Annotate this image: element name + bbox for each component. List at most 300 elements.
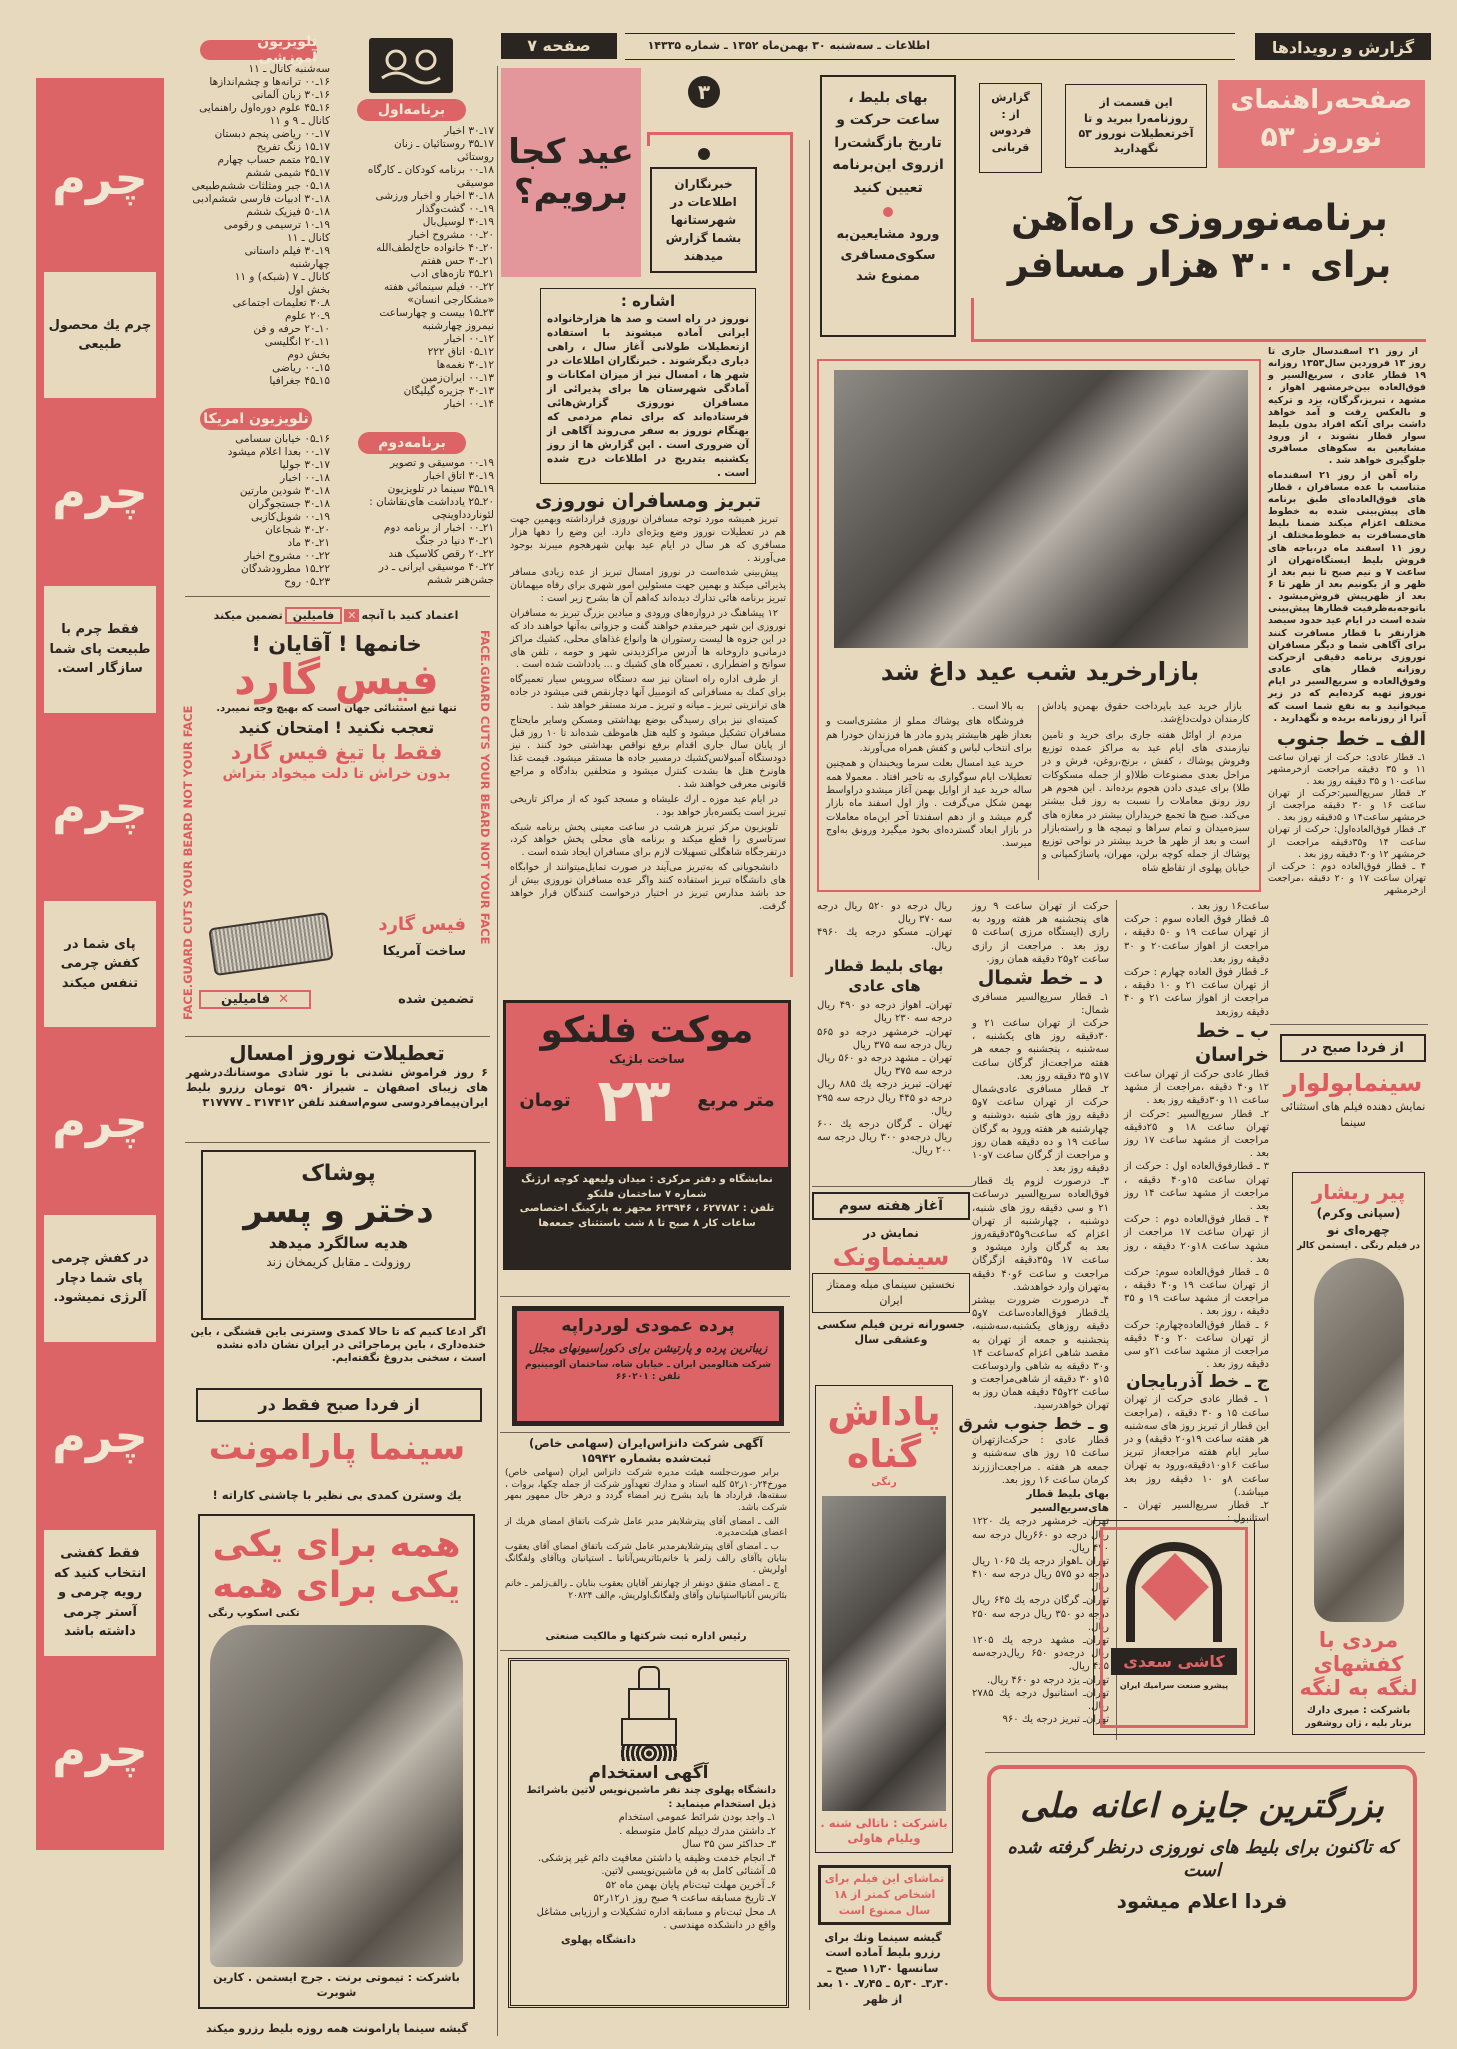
tv-listing: ۱۶ـ۳۰ زبان آلمانی	[251, 89, 330, 101]
tv-listing: ۲۲ـ۱۵ مطرودشدگان	[241, 563, 330, 575]
north-line-items	[972, 991, 1109, 1413]
poster-figure	[1314, 1258, 1404, 1622]
article-paragraph: تلویزیون مرکز تبریز هرشب در ساعت معینی پخش برنامه شبکه سرتاسری را قطع میکند و برنامه های محلی پخش خواهد کرد، درتفرجگاه شاهگلی تسهیلات لازم برای مسافران ایجاد شده است .	[510, 821, 786, 859]
kashi-sub: پیشرو صنعت سرامیك ایران	[1119, 1681, 1229, 1690]
movie-poster-all-for-one	[198, 1514, 475, 2009]
tv-listing: ۲۲ـ۲۰ رقص کلاسیک هند	[388, 548, 494, 560]
price-entry: تهران‌ـ تبریز درجه یك ۹۶۰	[1002, 1714, 1109, 1726]
moquette-made: ساخت بلژیک	[609, 1052, 685, 1067]
clothing-title: پوشاک	[301, 1161, 376, 1186]
khorasan-line-items	[1124, 1068, 1269, 1371]
curtain-title: پرده عمودی لوردراپه	[561, 1316, 735, 1336]
tv-listing: ۲۳ـ۰۵ روح	[284, 576, 330, 588]
divider	[1270, 1024, 1428, 1025]
tv-listing: ۲۰ـ۰۰ مشروح اخبار	[408, 229, 494, 241]
clothing-line1: هدیه سالگرد میدهد	[268, 1233, 409, 1252]
tv-listing: جشن‌هنر ششم	[427, 574, 494, 586]
hiring-condition: ۱ـ واجد بودن شرائط عمومی استخدام	[618, 1812, 776, 1824]
main-headline	[972, 196, 1427, 290]
tv-listing: ۱۲ـ۳۰ نغمه‌ها	[436, 359, 494, 371]
leather-ad-strip	[36, 78, 164, 1850]
azarbaijan-line-title: ج ـ خط آذربایجان	[1126, 1372, 1269, 1393]
eshareh-title: اشاره :	[620, 292, 676, 310]
column-rule	[809, 140, 810, 2010]
moquette-currency: تومان	[519, 1090, 571, 1112]
tv-america-title: تلویزیون امریکا	[200, 408, 312, 430]
tour-body: ۶ روز فراموش نشدنی با تور شادی موستانك‌درشهر های زیبای اصفهان ـ شیراز ۵۹۰ تومان رزرو بلیط ایران‌پیمافردوسی سوم‌اسفند تلفن ۳۱۷۴۱۲ ـ ۳۱۷۷۷۷	[186, 1066, 488, 1109]
train-entry: ۶ ـ قطار فوق‌العاده‌چهارم: حرکت از تهران ساعت ۲۰ و۴۰ دقیقه مراجعت از مشهد ساعت ۲۱و سی دقیقه روز بعد .	[1124, 1319, 1269, 1371]
leather-slogan: چرم یك محصول طبیعی	[44, 272, 156, 398]
header-rule	[625, 33, 1235, 34]
razor-blade-icon	[208, 912, 334, 976]
hiring-condition: ۴ـ انجام خدمت وظیفه یا داشتن معافیت دائم غیر پزشکی.	[537, 1852, 776, 1864]
tv-listing: ۱۸ـ۵۰ فیزیک ششم	[246, 206, 330, 218]
red-frame-right	[790, 132, 793, 977]
hiring-ad	[508, 1658, 789, 2008]
faceguard-side-text: FACE.GUARD CUTS YOUR BEARD NOT YOUR FACE	[181, 705, 195, 1020]
north-lead: حرکت از تهران ساعت ۹ روز های پنجشنبه هر هفته ورود به رازی (ایستگاه مرزی )ساعت ۵ روز بعد . مراجعت از رازی ساعت ۲و۲۵ دقیقه همان روز.	[972, 901, 1109, 965]
paramount-footer: گیشه سینما پارامونت همه روزه بلیط رزرو میکند	[206, 2022, 468, 2035]
tabriz-title: تبریز ومسافران نوروزی	[534, 489, 762, 512]
poster-cast: باشرکت : میری دارك	[1306, 1705, 1411, 1717]
north-line-title: د ـ خط شمال	[977, 966, 1104, 989]
hiring-title: آگهی استخدام	[588, 1763, 709, 1783]
express-prices-items	[972, 1515, 1109, 1726]
hiring-items	[521, 1811, 776, 1933]
price-entry: ریال درجه دو ۵۲۰ ریال درجه سه ۳۷۰ ریال	[817, 901, 952, 926]
divider	[185, 1142, 490, 1143]
tv-second-title: برنامه‌دوم	[358, 432, 466, 454]
byline-line: از :	[1001, 107, 1020, 121]
train-entry: قطار عادی حرکت از تهران ساعت ۱۲ و۴۰ دقیقه ،مراجعت از مشهد ساعت ۱۱ و۳۰دقیقه روز بعد .	[1124, 1069, 1269, 1107]
tv-listing: ۲۱ـ۳۰ دنیا در جنگ	[415, 535, 494, 547]
tv-listing: ۱۴ـ۰۰ اخبار	[444, 398, 494, 410]
guarantee-label: تضمین شده	[398, 992, 474, 1007]
tv-listing: ۸ـ۳۰ تعلیمات اجتماعی	[232, 297, 330, 309]
famiilin-banner	[180, 603, 492, 627]
tv-listing: ۱۹ـ۱۰ ترسیمی و رقومی	[223, 219, 330, 231]
article-paragraph: راه آهن از روز ۲۱ اسفندماه متناسب با عده مسافران ، قطار های فوق‌العاده‌ای طبق برنامه های پیش‌بینی شده به خطوط مختلف اعزام میکند ضمنا بلیط های‌مسافرت به خطوط‌مختلف از روز ۱۱ اسفند ماه در،باجه های فروش بلیط ایستگاه‌تهران از ساعت ۷ و نیم صبح تا نیم بعد از ظهر و از یکونیم بعد از ظهر تا ۶ بعد از ظهرپیش فروش‌میشود . باتوجه‌به‌ظرفیت قطارها پیش‌بینی شده است در ایام عید حدود سیصد هزارنفر با قطار مسافرت کنند برای آگاهی شما و دیگر مسافران نوروزی برنامه دقیقی ازحرکت روزانه قطار های عادی وفوق‌العاده و سریع‌السیر در ایام نوروز تهیه کرده‌ایم که در زیر میخوانید و به نفع شما است که آنرا از روزنامه بریده و نگهدارید .	[1268, 469, 1426, 724]
faceguard-line5: بدون خراش تا دلت میخواد بتراش	[222, 765, 451, 782]
bazaar-caption: بازارخرید شب عید داغ شد	[880, 657, 1200, 686]
tv-listing: بخش دوم	[287, 349, 330, 361]
train-entry: ۲ـ قطار سریع‌السیر تهران ـ استانبول :	[1124, 1499, 1269, 1525]
boulevard-sub: نمایش دهنده فیلم های استثنائی سینما	[1280, 1100, 1426, 1130]
bullet-dot-icon	[698, 148, 710, 160]
leather-slogan: در کفش چرمی پای شما دچار آلرژی نمیشود.	[44, 1215, 156, 1341]
poster-cast: باشرکت : تیموتی برنت . جرج ایستمن . کارین شوبرت	[213, 1971, 460, 2000]
lottery-announce: فردا اعلام میشود	[1116, 1889, 1288, 1914]
tv-listing: ۱۷ـ۳۰ اخبار	[444, 125, 494, 137]
poster-film-title: مردی با کفشهای لنگه به لنگه	[1299, 1627, 1418, 1701]
express-prices-title: بهای بلیط قطار های‌سریع‌السیر	[1026, 1487, 1109, 1515]
article-paragraph: در ایام عید موزه ـ ارك علیشاه و مسجد کبود که از مراکز تاریخی تبریز است یکسره‌باز خواهد بود .	[510, 793, 786, 818]
hiring-condition: ۶ـ آخرین مهلت ثبت‌نام پایان بهمن ماه ۵۲	[605, 1879, 776, 1891]
tv-listing: ۲۰ـ۴۰ خانواده حاج‌لطف‌الله	[376, 242, 494, 254]
tv-listing: ۲۲ـ۴۰ موسیقی ایرانی ـ در	[378, 561, 494, 573]
clothing-address: روزولت ـ مقابل کریمخان زند	[266, 1254, 411, 1269]
tv-first-title: برنامه‌اول	[357, 99, 466, 121]
tour-title: تعطیلات نوروز امسال	[229, 1041, 445, 1065]
leather-slogan: فقط چرم با طبیعت پای شما سازگار است.	[44, 586, 156, 712]
leather-slogan: پای شما در کفش چرمی تنفس میکند	[44, 901, 156, 1027]
famiilin-brand: فامیلین	[285, 607, 343, 624]
poster-format: تکنی اسکوپ رنگی	[208, 1607, 300, 1619]
notice-paragraph: برابر صورت‌جلسه هیئت مدیره شرکت دانزاس ایران (سهامی خاص) مورخ۲۴ر۱۰ر۵۲ کلیه اسناد و مدارك تعهدآور شرکت از جمله چکها، بروات ، سفته‌ها، قرارداد ها باید بشرح زیر امضاء گردد و درهر حال ممهور بمهر شرکت باشد.	[505, 1467, 787, 1513]
poster-illustration	[210, 1625, 463, 1968]
tv-listing: ۱۸ـ۳۰ اخبار و اخبار ورزشی	[375, 190, 494, 202]
train-entry: ساعت۱۶ روز بعد .	[1190, 901, 1269, 912]
tv-listing: ۱۷ـ۳۰ جولیا	[279, 459, 330, 471]
date-line: اطلاعات ـ سه‌شنبه ۳۰ بهمن‌ماه ۱۳۵۲ ـ شماره ۱۴۳۳۵	[647, 39, 930, 52]
vanak-tickets	[812, 1930, 954, 2007]
article-paragraph: از طرف اداره راه استان نیز سه دستگاه سرویس سیار تعمیرگاه برای کمك به مسافرانی که اتومبیل آنها دچارنقص فنی میشود در جاده های ترانزیتی تبریز ـ میانه و تبریز ـ مرند مستقر خواهد شد .	[510, 674, 786, 711]
poster-title: همه برای یکی یکی برای همه	[212, 1524, 461, 1607]
paramount-sub: یك وسترن کمدی بی نظیر با چاشنی کاراته !	[212, 1488, 462, 1502]
curtain-company: شرکت هنالومین ایران ـ خیابان شاه، ساختمان آلومینیوم تلفن : ۶۶۰۲۰۱	[524, 1360, 772, 1382]
train-entry: ۴ـ درصورت ضرورت بیشتر یك‌قطار فوق‌العاده‌ساعت ۷و۵ دقیقه روزهای یکشنبه،سه‌شنبه، پنجشنبه و جمعه از تهران به مقصد شاهی اعزام که‌ساعت ۱۴ و۳۰ دقیقه به شاهی واردوساعت ۱۵و ۳۰ دقیقه از شاهی‌مراجعت و ساعت ۲۲و۴۵ دقیقه همان روز به تهران خواهدرسید.	[972, 1294, 1110, 1412]
train-entry: ۳ـ درصورت لزوم یك قطار فوق‌العاده سریع‌السیر درساعت ۲۱ و سی دقیقه روز های شنبه، دوشنبه ، چهارشنبه از تهران اعزام که ساعت۹و۳۵دقیقه‌روز بعد به گرگان وارد میشود و ساعت ۱۷ و۳۵دقیقه ازگرگان مراجعت و ساعت ۶و۴۰ دقیقه به‌تهران وارد خواهدشد.	[972, 1176, 1110, 1293]
middle-story-column	[510, 288, 786, 975]
faceguard-line3: تعجب نکنید ! امتحان کنید	[238, 717, 435, 737]
article-paragraph: تبریز همیشه مورد توجه مسافران نوروزی قرارداشته وبهمین جهت هم در تعطیلات نوروز وضع ویژه‌ای دارد. این وضع را دهها هزار مسافری که هر سال در ایام عید بهاین شهرهجوم میبرند بوجود می‌آورند .	[510, 514, 786, 564]
train-entry: ۶ـ قطار فوق العاده چهارم : حرکت از تهران ساعت ۲۱ و ۱۰ دقیقه ، مراجعت از اهواز ساعت ۲۱ و ۴۰ دقیقه روزبعد	[1124, 966, 1269, 1018]
tv-first-list	[334, 125, 494, 411]
hiring-signature: دانشگاه پهلوی	[561, 1933, 636, 1946]
red-dot-icon	[883, 207, 893, 217]
tv-listing: ۱۷ـ۱۵ زنگ تفریح	[256, 141, 330, 153]
red-frame-left-tick	[647, 132, 650, 146]
article-paragraph: دانشجویانی که به‌تبریز می‌آیند در صورت تمایل‌میتوانند از خوابگاه های دانشگاه تبریز استفاده کنند واگر عده مسافران نوروزی بیش از حد باشد مدارس تبریز در اختیار درخواست کنندگان قرار خواهد گرفت.	[510, 862, 786, 912]
article-paragraph: به بالا است .	[971, 701, 1024, 712]
train-entry: ۵ـ قطار فوق العاده سوم : حرکت از تهران ساعت ۱۹ و ۵۰ دقیقه ، مراجعت از اهواز ساعت۲۰ و ۳۰ دقیقه روز بعد.	[1124, 914, 1269, 965]
escort-ban-line: سکوی‌مسافری	[840, 247, 936, 263]
train-entry: ۴ ـ قطار فوق‌العاده دوم : حرکت از تهران ساعت ۱۷ و ۲۰ دقیقه ،مراجعت ازخرمشهر	[1268, 860, 1426, 897]
moquette-ad	[503, 1000, 791, 1270]
cut-out-box: این قسمت از روزنامه‌را ببرید و تا آخرتعطیلات نوروز ۵۳ نگهدارید	[1065, 84, 1207, 168]
famiilin-lead: اعتماد کنید با آنچه	[361, 608, 459, 622]
price-entry: تهران‌ـ مشهد درجه یك ۱۲۰۵ ریال درجه‌دو ۶۵۰ ریال‌درجه‌سه ۴۶۵ ریال.	[972, 1635, 1110, 1673]
leather-slogan: فقط کفشی انتخاب کنید که رویه چرمی و آستر چرمی داشته باشد	[44, 1530, 156, 1656]
train-entry: ۱ـ قطار عادی: حرکت از تهران ساعت ۱۱ و ۳۵ دقیقه مراجعت ازخرمشهر ساعت۱۰ و ۳۵ دقیقه روز بعد .	[1268, 751, 1426, 787]
tv-listing: ۱۷ـ۴۵ شیمی ششم	[245, 167, 330, 179]
bazaar-col-right	[1042, 700, 1250, 885]
eid-title-box	[501, 68, 641, 277]
tv-listing: ۲۲ـ۰۰ فیلم سینمائی هفته	[383, 281, 494, 293]
tv-listing: ۲۰ـ۲۵ یادداشت های‌نقاشان :	[369, 496, 494, 508]
tv-listing: روستائی	[457, 151, 494, 163]
vanak-box-office: گیشه سینما ونك برای رزرو بلیط آماده است	[824, 1931, 942, 1960]
page-number: صفحه ۷	[501, 33, 617, 59]
tv-listing: ۱۱ـ۲۰ انگلیسی	[264, 336, 330, 348]
vanak-week: آغاز هفته سوم	[812, 1192, 970, 1220]
train-entry: ۲ـ قطار سریع‌السیر:حرکت از تهران ساعت ۱۶ و ۳۰ دقیقه مراجعت از خرمشهر ساعت۱۴ و ۵دقیقه روز بعد .	[1268, 788, 1426, 824]
tv-edu-list	[170, 63, 330, 388]
escort-ban-lines	[822, 225, 954, 287]
faceguard-brand-small: فیس گارد	[378, 914, 466, 935]
tv-listing: ۱۹ـ۳۰ فیلم داستانی	[244, 245, 330, 257]
tv-listing: ۱۹ـ۳۰ اتاق اخبار	[423, 470, 494, 482]
tv-listing: ۱۳ـ۰۰ ایران‌زمین	[420, 372, 494, 384]
tv-listing: ۱۹ـ۰۰ گشت‌وگذار	[416, 203, 494, 215]
price-entry: تهران‌ـ استانبول درجه یك ۲۷۸۵ ریال.	[972, 1687, 1109, 1712]
divider	[500, 1296, 790, 1297]
tv-listing: ۱۸ـ۳۰ ادبیات فارسی ششم‌ادبی	[192, 193, 330, 205]
byline-line: گزارش	[991, 91, 1030, 104]
moquette-address: نمایشگاه و دفتر مرکزی : میدان ولیعهد کوچه ارژنگ شماره ۷ ساختمان فلنکو	[521, 1174, 773, 1200]
south-line-continued	[1124, 900, 1269, 1019]
kashi-saadi-ad	[1093, 1520, 1255, 1735]
vanak-sessions: سانسها ۱۱٫۳۰ صبح ـ ۳٫۳۰ـ ۵٫۳۰ ـ ۷٫۴۵ـ ۱۰ بعد از ظهر	[816, 1961, 950, 2006]
headline-line2: برای ۳۰۰ هزار مسافر	[1007, 244, 1392, 286]
leather-logo: چرم	[44, 1656, 156, 1844]
tv-listing: ۱۷ـ۲۵ متمم حساب چهارم	[217, 154, 330, 166]
train-entry: ۱ـ قطار سریع‌السیر مسافری شمال:	[972, 991, 1109, 1016]
tv-listing: موسیقی	[456, 177, 494, 189]
article-paragraph: ۱۲ پیشاهنگ در دروازه‌های ورودی و میادین بزرگ تبریز به مسافران نوروزی این شهر خیرمقدم خواهند گفت و جزواتی به‌آنها خواهند داد که در این جزوه ها لیست رستوران ها وانواع غذاهای محلی، کشیك مراکز درمانی‌و داروخانه ها آدرس مراکزدیدنی شهر و حومه ، تلفن های سوانح و اضطراری ، تعمیرگاه های کشیك و ... یادداشت شده است .	[510, 608, 786, 671]
university-logo-icon	[621, 1666, 677, 1762]
divider	[985, 1752, 1425, 1753]
boulevard-ad	[1278, 1034, 1428, 1131]
faceguard-made: ساخت آمریکا	[382, 944, 466, 959]
poster-film-title: پاداش گناه	[827, 1390, 941, 1476]
train-entry: ۲ـ قطار مسافری عادی‌شمال حرکت از تهران ساعت ۷و۵ دقیقه روز های شنبه ،دوشنبه و چهارشنبه هر هفته ورود به گرگان ساعت ۱۹ و ده دقیقه همان روز و مراجعت از گرگان ساعت ۷و۱۰ دقیقه روز بعد .	[972, 1083, 1109, 1175]
south-line-items	[1268, 752, 1426, 898]
headline-bracket	[971, 298, 1426, 342]
southeast-line-title: و ـ خط جنوب شرق	[958, 1413, 1109, 1433]
price-entry: تهران‌ـ گرگان درجه یك ۶۴۵ ریال درجه دو ۳۵۰ ریال درجه سه ۲۵۰ ریال.	[972, 1595, 1109, 1633]
train-entry: ۳ ـ قطارفوق‌العاده اول : حرکت از تهران ساعت ۱۵و۴۰ دقیقه ، مراجعت از مشهد ساعت ۱۴ روز بعد .	[1124, 1161, 1270, 1212]
ticket-info-line: بهای بلیط ،	[848, 90, 928, 106]
shopping-photo	[834, 370, 1248, 648]
tv-edu-title: تلویزیون آموزشی	[200, 40, 317, 60]
regular-prices-items	[817, 999, 952, 1157]
price-entry: تهران‌ـ اهواز درجه دو ۴۹۰ ریال درجه سه ۲۳۰ ریال	[817, 1000, 953, 1025]
danzas-notice	[505, 1436, 787, 1644]
tabriz-article	[510, 514, 786, 975]
kashi-brand: کاشی سعدی	[1111, 1648, 1237, 1675]
train-entry: حرکت از تهران ساعت ۲۱ و ۳۰دقیقه روز های یکشنبه ، سه‌شنبه ، پنجشنبه و جمعه هر هفته مراجعت‌از گرگان ساعت ۱۷و ۳۵ دقیقه روز بعد.	[972, 1018, 1109, 1082]
leather-logo: چرم	[44, 398, 156, 586]
notice-paragraph: الف ـ امضای آقای پیترشلایفر مدیر عامل شرکت باتفاق امضای هریك از اعضای هیئت‌مدیره.	[505, 1516, 787, 1539]
nowruz-tour-ad	[186, 1040, 488, 1111]
ticket-info-box	[820, 75, 956, 337]
tv-listing: ۱۹ـ۰۰ موسیقی و تصویر	[390, 457, 494, 469]
tv-listing: بخش اول	[287, 284, 330, 296]
article-paragraph: کمیته‌ای نیز برای رسیدگی بوضع بهداشتی ومسکن وسایر مایحتاج مسافران تشکیل میشود و کلیه هتل هاموظف شده‌اند تا ۱۰ روز قبل از پایان سال جاری اقدام برفع نواقص بهداشتی خود کنند . نیز دودستگاه آمبولانس‌کشیك درمسیر جاده ها مستقر میشود. قیمت غذا هاونرخ هتل ها بشدت کنترل میشود و متخلفین بدادگاه و مراجع قانونی معرفی خواهند شد .	[510, 714, 786, 790]
lottery-sub: که تاکنون برای بلیط های نوروزی درنظر گرفته شده است	[1007, 1836, 1397, 1881]
tv-listing: ۲۰ـ۳۰ شجاعان	[265, 524, 330, 536]
price-entry: تهران‌ـ یزد درجه دو ۴۶۰ ریال.	[987, 1674, 1109, 1686]
tv-listing: ۲۱ـ۳۵ تازه‌های ادب	[410, 268, 494, 280]
danzas-body	[505, 1468, 787, 1630]
tv-listing: ۱۵ـ۴۵ جغرافیا	[269, 375, 330, 387]
moquette-phone: تلفن : ۶۲۷۷۸۲ ، ۶۲۳۹۴۶ مجهز به پارکینگ اختصاصی	[519, 1203, 775, 1214]
column-rule	[1038, 705, 1039, 880]
tv-listing: ۱۹ـ۳۵ سینما در تلویزیون	[387, 483, 494, 495]
train-intro	[1268, 346, 1426, 725]
tv-listing: ۱۹ـ۰۰ شوبل‌کازبی	[250, 511, 330, 523]
train-entry: قطار عادی : حرکت‌ازتهران ساعت ۱۵ روز های سه‌شنبه و جمعه هر هفته . مراجعت‌اززرند کرمان ساعت ۱۶ روز بعد.	[972, 1435, 1110, 1486]
hiring-condition: ۵ـ آشنائی کامل به فن ماشین‌نویسی لاتین.	[601, 1866, 776, 1878]
moquette-hours: ساعات کار ۸ صبح تا ۸ شب باستثنای جمعه‌ها	[538, 1217, 756, 1229]
faceguard-ad	[183, 630, 490, 1022]
header-rule	[625, 59, 1235, 60]
ticket-info-line: ساعت حرکت و	[836, 112, 940, 129]
faceguard-line4: فقط با تیغ فیس گارد	[230, 739, 443, 764]
price-entry: تهران ـ مشهد درجه دو ۵۶۰ ریال درجه سه ۳۷۵ ریال	[817, 1053, 952, 1078]
tv-listing: ۱۷ـ۳۵ روستائیان ـ زنان	[394, 138, 494, 150]
famiilin-brand: فامیلین	[221, 992, 271, 1007]
article-paragraph: از روز ۲۱ اسفندسال جاری تا روز ۱۳ فروردین سال۱۳۵۳ روزانه ۱۹ قطار عادی ، سریع‌السیر و فوق‌العاده بین‌خرمشهر اهواز ، مشهد ، تبریز،گرگان، یزد و ترکیه و بالعکس رفت و آمد خواهد داشت برای آنکه افراد بدون بلیط سوار قطار نشوند ، از ورود مشایعین به سکوهای مسافری جلوگیری خواهد شد .	[1268, 346, 1426, 467]
byline-line: قربانی	[991, 140, 1030, 154]
tv-listing: ۱۹ـ۳۰ لوسیل‌بال	[422, 216, 494, 228]
eid-title: عید کجا برویم؟	[508, 132, 634, 212]
hiring-condition: ۳ـ حداکثر سن ۳۵ سال	[682, 1839, 776, 1851]
tv-listing: ۹ـ۲۰ علوم	[284, 310, 330, 322]
tv-listing: چهارشنبه	[289, 258, 330, 270]
hiring-intro: دانشگاه پهلوی چند نفر ماشین‌نویس لاتین باشرائط ذیل استخدام مینماید :	[526, 1785, 776, 1810]
curtain-sub: زیباترین پرده و پارتیشن برای دکوراسیونهای مجلل	[528, 1341, 768, 1356]
eshareh-body: نوروز در راه است و صد ها هزارخانواده ایرانی آماده میشوند با استفاده ازتعطیلات طولانی آغاز سال ، راهی دیاری دیگرشوند . خبرنگاران اطلاعات در شهر ها ، امسال نیز از میزان امکانات و آمادگی شهرستان ها برای پذیرائی از مسافران نوروزی گزارش‌هائی فرستاده‌اند که برای تمام مردمی که بهنگام نوروز به سفر می‌روند آگاهی از آن ضروری است . این گزارش ها از روز یکشنبه بتدریج در اطلاعات درج شده است .	[547, 312, 749, 479]
paramount-from: از فردا صبح فقط در	[196, 1388, 482, 1422]
faceguard-brand: فیس گارد	[234, 655, 439, 705]
headline-line1: برنامه‌نوروزی راه‌آهن	[1011, 198, 1388, 239]
vanak-cinema: سینماونک	[832, 1242, 950, 1271]
tv-listing: ۱۵ـ۰۰ ریاضی	[272, 362, 330, 374]
famiilin-tail: تضمین میکند	[213, 608, 283, 622]
divider	[500, 1650, 790, 1651]
poster-star: پیر ریشار	[1311, 1180, 1406, 1204]
vanak-first: نخستین سینمای مبله وممتاز ایران	[812, 1273, 970, 1313]
tv-listing: ۱۳ـ۳۰ جزیره گیلیگان	[403, 385, 494, 397]
clothing-store-name: دختر و پسر	[243, 1190, 434, 1231]
ticket-info-lines	[822, 87, 954, 199]
boulevard-from: از فردا صبح در	[1280, 1034, 1426, 1062]
faceguard-side-text: FACE.GUARD CUTS YOUR BEARD NOT YOUR FACE	[478, 630, 492, 945]
price-entry: تهران‌ـ خرمشهر درجه یك ۱۲۲۰ ریال درجه دو ۶۶۰ریال درجه سه ۴۷۰ ریال.	[972, 1516, 1109, 1554]
tv-listing: کانال ـ ۱۱	[287, 232, 330, 244]
vanak-showing: نمایش در	[863, 1226, 919, 1240]
article-paragraph: خرید عید امسال بعلت سرما ویخبندان و همچنین تعطیلات ایام سوگواری به تاخیر افتاد . معمولا همه ساله خرید عید از اوایل بهمن آغاز میشدو دراواسط بهمن شکل می‌گرفت . واز اول اسفند ماه بازار گرم میشد و از دهم اسفندتا آخر این‌ماه معاملات در بازار ابعاد گسترده‌ای بخود میگیرد ورونق به‌اوج میرسد.	[826, 758, 1032, 850]
danzas-signature: رئیس اداره ثبت شرکتها و مالکیت صنعتی	[545, 1631, 747, 1642]
article-paragraph: بازار خرید عید باپرداخت حقوق بهمن‌و پاداش کارمندان دولت‌داغ‌شد.	[1042, 701, 1250, 726]
tv-listing: ۱۸ـ۰۰ برنامه کودکان ـ کارگاه	[367, 164, 494, 176]
tv-logo-icon	[369, 38, 453, 93]
tv-listing: ۱۶ـ۰۰ ترانه‌ها و چشم‌اندازها	[209, 76, 330, 88]
regular-prices-title: بهای بلیط قطار های عادی	[825, 956, 944, 995]
moquette-price: ۲۳	[597, 1065, 671, 1136]
tv-listing: ۲۱ـ۳۰ حس هفتم	[420, 255, 494, 267]
train-entry: ۱ ـ قطار عادی حرکت از تهران ساعت ۱۵ و ۳۰ دقیقه ، (مراجعت این قطار از تبریز روز های سه‌شنبه هر هفته ساعت ۱۹و۲۰ دقیقه) و در سایر ایام هفته مراجعه‌از تبریز ساعت ۱۶و۱۰دقیقه،ورود به تهران ساعت ۸و ۱۰ دقیقه روز بعد میباشد.)	[1124, 1394, 1270, 1498]
kashi-logo-icon	[1126, 1542, 1222, 1642]
tv-listing: ۱۸ـ۳۰ شودین مارتین	[239, 485, 330, 497]
tv-listing: ۲۱ـ۳۰ ماد	[287, 537, 330, 549]
hiring-condition: ۸ـ محل ثبت‌نام و مسابقه اداره تشکیلات و ارزیابی مشاغل واقع در دانشکده مهندسی .	[536, 1906, 776, 1932]
notice-paragraph: ب ـ امضای آقای پیترشلایفرمدیر عامل شرکت باتفاق امضای آقای یعقوب بنایان یاآقای رالف زلمر یا خانم‌بئاتریس‌آنانیا ـ استپانیان ویاآقای ولفگانگ اولریش .	[505, 1542, 787, 1576]
danzas-title: آگهی شرکت دانزاس‌ایران (سهامی خاص) ثبت‌شده بشماره ۱۵۹۴۲	[528, 1436, 764, 1465]
tv-second-list	[334, 457, 494, 587]
hiring-condition: ۷ـ تاریخ مسابقه ساعت ۹ صبح روز ۱ر۱۲ر۵۲	[593, 1893, 776, 1905]
tv-listing: ۱۶ـ۴۵ علوم دوره‌اول راهنمایی	[199, 102, 330, 114]
faceguard-line2: تنها تیغ استثنائی جهان است که بهیچ وجه نمیبرد.	[216, 703, 457, 715]
tv-listing: ۱۷ـ۰۰ بعدا اعلام میشود	[227, 446, 330, 458]
guide-line1: صفحه‌راهنمای	[1230, 85, 1413, 115]
poster-cast2: برنار بلیه ، ژان روشفور	[1305, 1718, 1412, 1729]
lottery-title: بزرگترین جایزه اعانه ملی	[1020, 1786, 1384, 1826]
age-warning-box: تماشای این فیلم برای اشخاص کمتر از ۱۸ سال ممنوع است	[818, 1865, 951, 1925]
series-number-badge: ۳	[688, 76, 720, 108]
north-line	[958, 900, 1110, 1745]
report-byline-box	[979, 83, 1042, 173]
regular-prices-lead	[817, 900, 952, 953]
leather-logo: چرم	[44, 84, 156, 272]
right-train-column	[1268, 346, 1426, 1018]
paramount-claim: اگر ادعا کنیم که تا حالا کمدی وسترنی باین قشنگی ، باین خنده‌داری ، باین پرماجرائی در ایران نشان داده نشده است ، سخنی بدروغ نگفته‌ایم.	[190, 1326, 486, 1365]
escort-ban-line: ممنوع شد	[856, 268, 920, 284]
tv-listing: سه‌شنبه کانال ـ ۱۱	[248, 63, 330, 75]
section-title: گزارش و رویدادها	[1255, 33, 1431, 60]
bazaar-col-left	[826, 700, 1032, 885]
column-rule	[497, 66, 498, 2036]
tv-listing: ۲۱ـ۰۰ اخبار از برنامه دوم	[383, 522, 494, 534]
famiilin-x-icon: ✕	[344, 609, 359, 622]
paramount-cinema: سینما پارامونت	[208, 1428, 466, 1468]
tv-listing: ۱۲ـ۰۵ اتاق ۲۲۲	[427, 346, 494, 358]
azarbaijan-line-items	[1124, 1393, 1269, 1525]
poster-photo	[822, 1496, 946, 1811]
faceguard-line1: خانمها ! آقایان !	[251, 632, 422, 656]
leather-logo: چرم	[44, 1342, 156, 1530]
reporters-box: خبرنگاران اطلاعات در شهرستانها بشما گزارش میدهند	[650, 167, 757, 273]
famiilin-guarantee	[199, 990, 474, 1009]
clothing-ad	[201, 1150, 476, 1320]
train-entry: ۵ ـ قطار فوق‌العاده سوم: حرکت از تهران ساعت ۱۹ و۴۰ دقیقه ، مراجعت از مشهد ساعت ۱۹ و ۳۵ دقیقه ، روز بعد .	[1124, 1266, 1270, 1318]
guide-line2: نوروز ۵۳	[1260, 120, 1383, 154]
price-entry: تهران‌ـ مسکو درجه یك ۴۹۶۰ ریال.	[817, 927, 952, 952]
tv-listing: ۱۸ـ۳۰ جستجوگران	[248, 498, 330, 510]
tv-listing: ۱۰ـ۲۰ حرفه و فن	[253, 323, 330, 335]
khorasan-line	[1124, 900, 1270, 1525]
nowruz-guide-box	[1218, 80, 1425, 168]
notice-paragraph: ج ـ امضای متفق دونفر از چهارنفر آقایان یعقوب بنایان ـ رالف‌زلمر ـ خانم بئاتریس آنانیااستپانیان وآقای ولفگانگ‌اولریش، م‌الف ۲۰۸۲۴	[505, 1579, 787, 1601]
article-paragraph: مردم از اوائل هفته جاری برای خرید و تامین نیازمندی های ایام عید به مراکز عمده توزیع وفروش پوشاك ، کفش ، برنج،روغن، فرش و در مراحل بعدی مصنوعات طلا(و از جمله مسکوکات طلا) برای عیدی دادن هجوم برده‌اند . این هجوم هر روز رونق معاملات را نسبت به روز قبل بیشتر می‌کند. صبح ها تجمع خریداران بیشتر در مغازه های سبزه‌میدان و تمام سراها و تیمچه ها و راسته‌بازار است و بعد از ظهر ها خرید بیشتر در نواحی توزیع پوشاك از جمله کوچه برلن، مهران، پاساژکمپانی و خیابان پهلوی از تقاطع شاه	[1042, 729, 1250, 874]
poster-cast: باشرکت : ناتالی شنه . ویلیام هاولی	[820, 1815, 948, 1846]
price-entry: تهران ـ گرگان درجه یك ۶۰۰ ریال درجه‌دو ۳۰۰ ریال درجه سه ۲۰۰ ریال.	[817, 1118, 952, 1157]
tv-listing: ۲۲ـ۰۰ مشروح اخبار	[244, 550, 330, 562]
curtain-ad	[512, 1306, 784, 1426]
ticket-info-line: تعیین کنید	[853, 179, 923, 196]
pierre-richard-poster	[1292, 1172, 1425, 1735]
moquette-unit: متر مربع	[697, 1090, 775, 1112]
train-entry: ۳ـ قطار فوق‌العاده‌اول: حرکت از تهران ساعت ۱۴ و۳۵دقیقه مراجعت از خرمشهر ۱۲ و۳۰ دقیقه روز بعد .	[1268, 824, 1427, 860]
eshareh-box	[540, 288, 756, 484]
tv-listing: کانال ـ ۷ (شبکه) و ۱۱	[234, 271, 330, 283]
khorasan-line-title: ب ـ خط خراسان	[1194, 1019, 1269, 1067]
famiilin-x-icon: ✕	[278, 992, 289, 1007]
tv-listing: لئوناردداوینچی	[432, 509, 494, 521]
leather-logo: چرم	[44, 713, 156, 901]
poster-format: در فیلم رنگی . ایستمن کالر	[1296, 1240, 1421, 1251]
price-entry: تهران ـ‌اهواز درجه یك ۱۰۶۵ ریال درجه دو ۵۷۵ ریال درجه سه ۴۱۰ ریال	[972, 1555, 1109, 1594]
tv-listing: ۱۲ـ۰۰ اخبار	[444, 333, 494, 345]
leather-logo: چرم	[44, 1027, 156, 1215]
tv-listing: ۱۶ـ۰۵ خیابان سسامی	[235, 433, 330, 445]
tv-listing: نیمروز چهارشنبه	[422, 320, 494, 332]
tv-listing: ۱۷ـ۰۰ ریاضی پنجم دبستان	[214, 128, 330, 140]
divider	[812, 1186, 972, 1187]
price-entry: تهران‌ـ تبریز درجه یك ۸۸۵ ریال درجه دو ۴۴۵ ریال درجه سه ۲۹۵ ریال.	[817, 1079, 952, 1117]
